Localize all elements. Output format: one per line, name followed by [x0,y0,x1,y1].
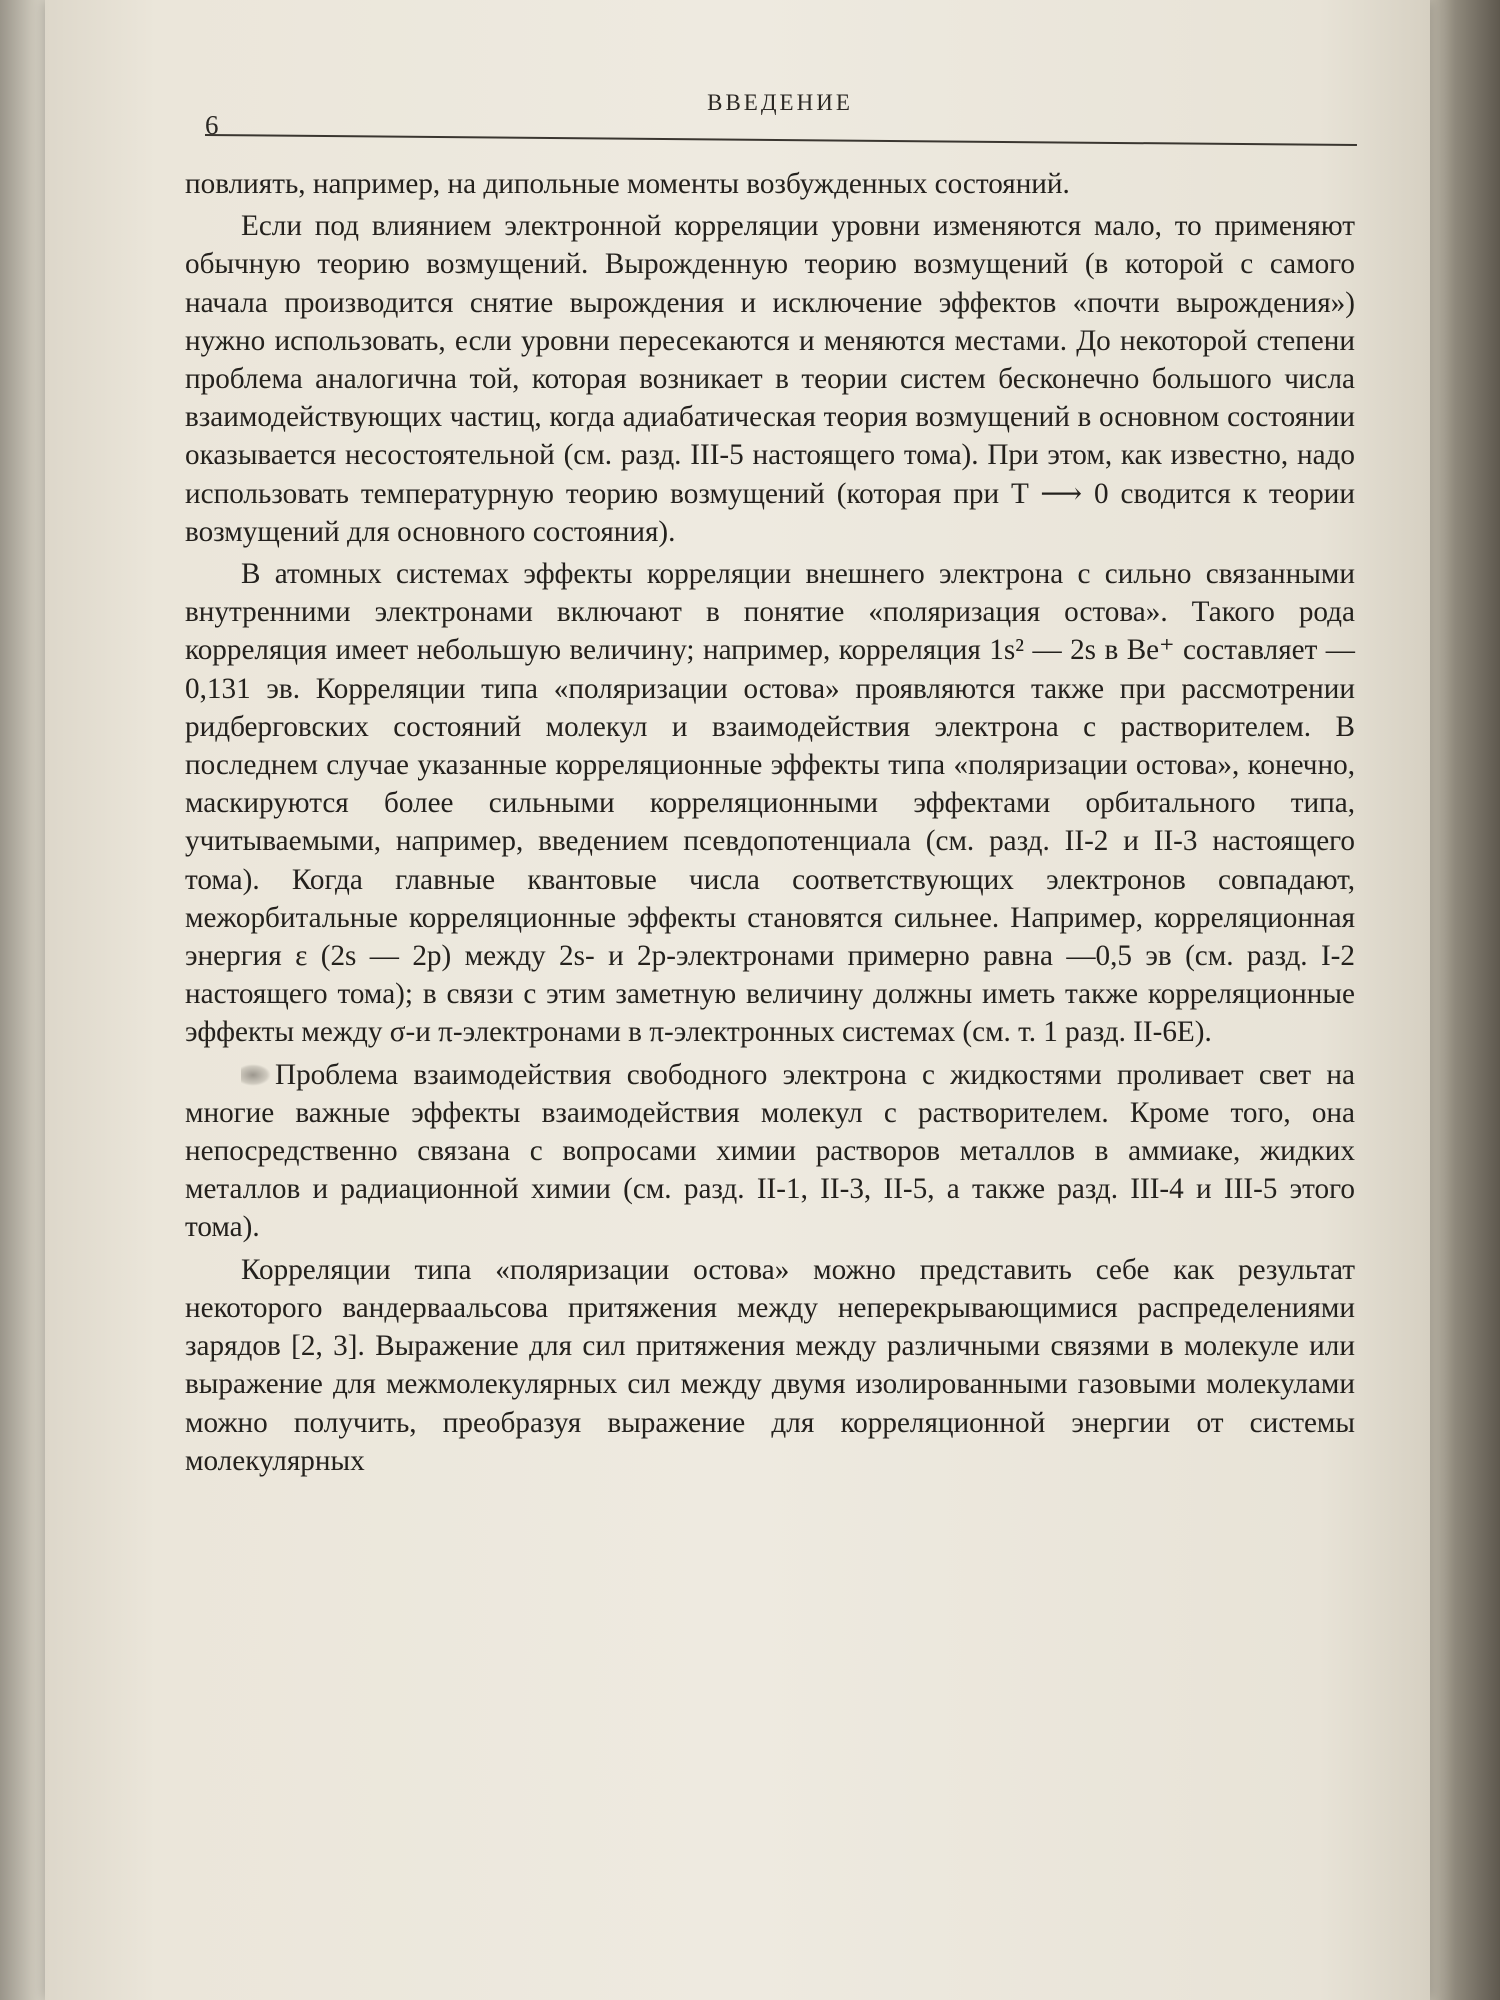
backdrop-right [1425,0,1500,2000]
page-header [205,90,1355,140]
paragraph-4 [185,1056,1355,1247]
paragraph-1: повлиять, например, на дипольные моменты возбужденных состояний. [185,168,1070,200]
page-number: 6 [205,110,219,140]
running-head: ВВЕДЕНИЕ [707,90,853,115]
paragraph-2: Если под влиянием электронной корреляции уровни изменяются мало, то применяют обычную теорию возмущений. Вырожденную теорию возмущений (в которой с самого начала производится снятие вырождения и исключение эффектов «почти вырождения») нужно использовать, если уровни пересекаются и меняются местами. До некоторой степени проблема аналогична той, которая возникает в теории систем бесконечно большого числа взаимодействующих частиц, когда адиабатическая теория возмущений в основном состоянии оказывается несостоятельной (см. разд. III-5 настоящего тома). При этом, как известно, надо использовать температурную теорию возмущений (которая при T ⟶ 0 сводится к теории возмущений для основного состояния). [185,210,1355,548]
paragraph-5: Корреляции типа «поляризации остова» можно представить себе как результат некоторого вандерваальсова притяжения между неперекрывающимися распределениями зарядов [2, 3]. Выражение для сил притяжения между различными связями в молекуле или выражение для межмолекулярных сил между двумя изолированными газовыми молекулами можно получить, преобразуя выражение для корреляционной энергии от системы молекулярных [185,1253,1355,1477]
paragraph-4-text: Проблема взаимодействия свободного электрона с жидкостями проливает свет на многие важные эффекты взаимодействия молекул с растворителем. Кроме того, она непосредственно связана с вопросами химии растворов металлов в аммиаке, жидких металлов и радиационной химии (см. разд. II-1, II-3, II-5, а также разд. III-4 и III-5 этого тома). [185,1058,1355,1244]
paragraph-3: В атомных системах эффекты корреляции внешнего электрона с сильно связанными внутренними электронами включают в понятие «поляризация остова». Такого рода корреляция имеет небольшую величину; например, корреляция 1s² — 2s в Be⁺ составляет —0,131 эв. Корреляции типа «поляризации остова» проявляются также при рассмотрении ридберговских состояний молекул и взаимодействия электрона с растворителем. В последнем случае указанные корреляционные эффекты типа «поляризации остова», конечно, маскируются более сильными корреляционными эффектами орбитального типа, учитываемыми, например, введением псевдопотенциала (см. разд. II-2 и II-3 настоящего тома). Когда главные квантовые числа соответствующих электронов совпадают, межорбитальные корреляционные эффекты становятся сильнее. Например, корреляционная энергия ε (2s — 2p) между 2s- и 2p-электронами примерно равна —0,5 эв (см. разд. I-2 настоящего тома); в связи с этим заметную величину должны иметь также корреляционные эффекты между σ-и π-электронами в π-электронных системах (см. т. 1 разд. II-6E). [185,558,1355,1049]
ink-mark [241,1064,271,1086]
body-text [185,165,1355,1484]
